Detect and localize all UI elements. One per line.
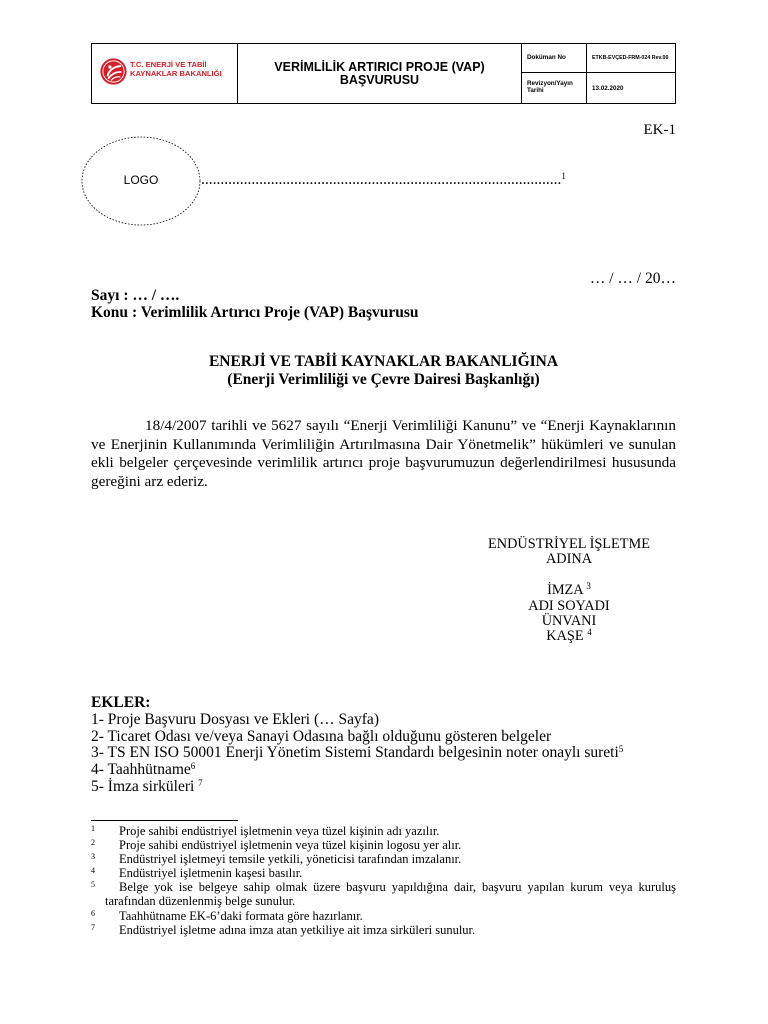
revision-date-value: 13.02.2020	[592, 84, 624, 92]
footnote-text: Proje sahibi endüstriyel işletmenin veya tüzel kişinin logosu yer alır.	[119, 838, 462, 853]
subject-value: Verimlilik Artırıcı Proje (VAP) Başvurusu	[140, 304, 419, 321]
attachments-list	[91, 695, 623, 796]
footnote-text: Taahhütname EK-6’daki formata göre hazırlanır.	[119, 908, 363, 923]
footnote-number: 1	[91, 824, 95, 833]
document-no-label: Doküman No	[527, 53, 566, 61]
signature-block	[469, 537, 669, 645]
signature-org-line1: ENDÜSTRİYEL İŞLETME	[488, 536, 650, 552]
reference-number-line	[91, 287, 179, 305]
footnote-ref-4: 4	[587, 627, 592, 638]
footnote-ref-3: 3	[586, 581, 591, 592]
attachment-item	[91, 779, 623, 796]
subject-label: Konu	[91, 304, 129, 321]
ministry-emblem-icon	[100, 58, 127, 85]
body-line: 18/4/2007 tarihli ve 5627 sayılı “Enerji Verimliliği Kanunu” ve “Enerji Kaynaklarının	[145, 417, 676, 434]
form-title	[238, 44, 522, 103]
addressee-line2: (Enerji Verimliliği ve Çevre Dairesi Başkanlığı)	[227, 371, 540, 388]
signature-spacer	[469, 568, 669, 583]
ministry-name-line2: KAYNAKLAR BAKANLIĞI	[130, 69, 222, 78]
ministry-name	[130, 60, 222, 78]
subject-line	[91, 304, 419, 322]
footnote-number: 7	[91, 922, 95, 932]
attachment-item	[91, 745, 623, 762]
reference-value: … / ….	[132, 287, 180, 304]
company-logo-placeholder	[80, 134, 202, 228]
signature-stamp-line	[469, 629, 669, 644]
footnote-separator	[91, 820, 238, 821]
document-no-value-cell	[587, 44, 675, 73]
annex-label: EK-1	[643, 122, 676, 138]
body-line: ve Enerjinin Kullanımında Verimliliğin Artırılmasına Dair Yönetmelik” hükümleri ve sunulan	[91, 435, 676, 453]
footnote-ref-5: 5	[618, 744, 624, 755]
footnote	[91, 852, 676, 866]
body-line: gereğini arz ederiz.	[91, 472, 208, 490]
footnote-text: Belge yok ise belgeye sahip olmak üzere başvuru yapıldığına dair, başvuru yapılan kurum veya kuruluş tarafından düzenlenmiş belge sunulur.	[105, 880, 676, 909]
ministry-logo	[92, 44, 238, 103]
footnote-number: 3	[91, 852, 95, 862]
document-header-table	[91, 43, 676, 104]
footnote-text: Endüstriyel işletme adına imza atan yetkiliye ait imza sirküleri sunulur.	[119, 922, 476, 937]
logo-placeholder-label: LOGO	[123, 173, 159, 187]
footnote-number: 4	[91, 866, 95, 876]
footnote-text: Proje sahibi endüstriyel işletmenin veya tüzel kişinin adı yazılır.	[119, 824, 440, 838]
document-no-label-cell	[522, 44, 587, 73]
footnote-number: 6	[91, 908, 95, 918]
signature-sign-label: İMZA	[547, 582, 583, 599]
form-title-line1: VERİMLİLİK ARTIRICI PROJE (VAP)	[274, 59, 485, 74]
reference-separator: :	[123, 287, 129, 304]
signature-sign-line	[469, 583, 669, 598]
footnote	[91, 880, 676, 908]
letter-date: … / … / 20…	[589, 270, 676, 287]
attachment-item: 1- Proje Başvuru Dosyası ve Ekleri (… Sayfa)	[91, 710, 379, 728]
attachment-item-text: 5- İmza sirküleri	[91, 777, 195, 795]
applicant-name-line	[201, 171, 566, 189]
footnote	[91, 909, 676, 923]
footnote	[91, 923, 676, 937]
attachment-item-text: 4- Taahhütname	[91, 761, 191, 779]
footnote-text: Endüstriyel işletmenin kaşesi basılır.	[119, 866, 303, 881]
footnote-ref-1: 1	[561, 171, 566, 181]
footnote	[91, 866, 676, 880]
attachment-item	[91, 762, 623, 779]
revision-date-label-cell	[522, 73, 587, 103]
footnote-number: 5	[91, 880, 95, 890]
footnote-text: Endüstriyel işletmeyi temsile yetkili, yöneticisi tarafından imzalanır.	[119, 852, 462, 867]
ministry-name-line1: T.C. ENERJİ VE TABİİ	[130, 60, 207, 69]
attachment-item: 2- Ticaret Odası ve/veya Sanayi Odasına bağlı olduğunu gösteren belgeler	[91, 727, 552, 745]
revision-date-value-cell	[587, 73, 675, 103]
footnote	[91, 824, 676, 838]
footnote	[91, 838, 676, 852]
addressee	[91, 353, 676, 389]
document-no-value: ETKB-EVÇED-FRM-024 Rev.00	[592, 55, 669, 61]
signature-name-label: ADI SOYADI	[528, 597, 610, 614]
reference-label: Sayı	[91, 287, 120, 304]
footnote-ref-7: 7	[198, 777, 203, 788]
revision-date-label: Revizyon/Yayın Tarihi	[527, 80, 573, 94]
footnotes	[91, 824, 676, 937]
body-line: ekli belgeler çerçevesinde verimlilik artırıcı proje başvurumuzun değerlendirilmesi hususunda	[91, 454, 676, 471]
footnote-ref-6: 6	[190, 761, 196, 772]
footnote-number: 2	[91, 838, 95, 848]
attachments-heading: EKLER:	[91, 694, 151, 711]
subject-separator: :	[131, 304, 138, 321]
attachment-item-text: 3- TS EN ISO 50001 Enerji Yönetim Sistemi Standardı belgesinin noter onaylı sureti	[91, 744, 619, 762]
form-title-line2: BAŞVURUSU	[339, 72, 420, 87]
body-paragraph	[91, 417, 676, 491]
addressee-line1: ENERJİ VE TABİİ KAYNAKLAR BAKANLIĞINA	[208, 353, 559, 370]
signature-org-line2: ADINA	[545, 551, 593, 568]
applicant-name-blank: .............................................................................................	[201, 171, 562, 188]
signature-title-label: ÜNVANI	[541, 613, 597, 630]
signature-stamp-label: KAŞE	[546, 628, 584, 645]
